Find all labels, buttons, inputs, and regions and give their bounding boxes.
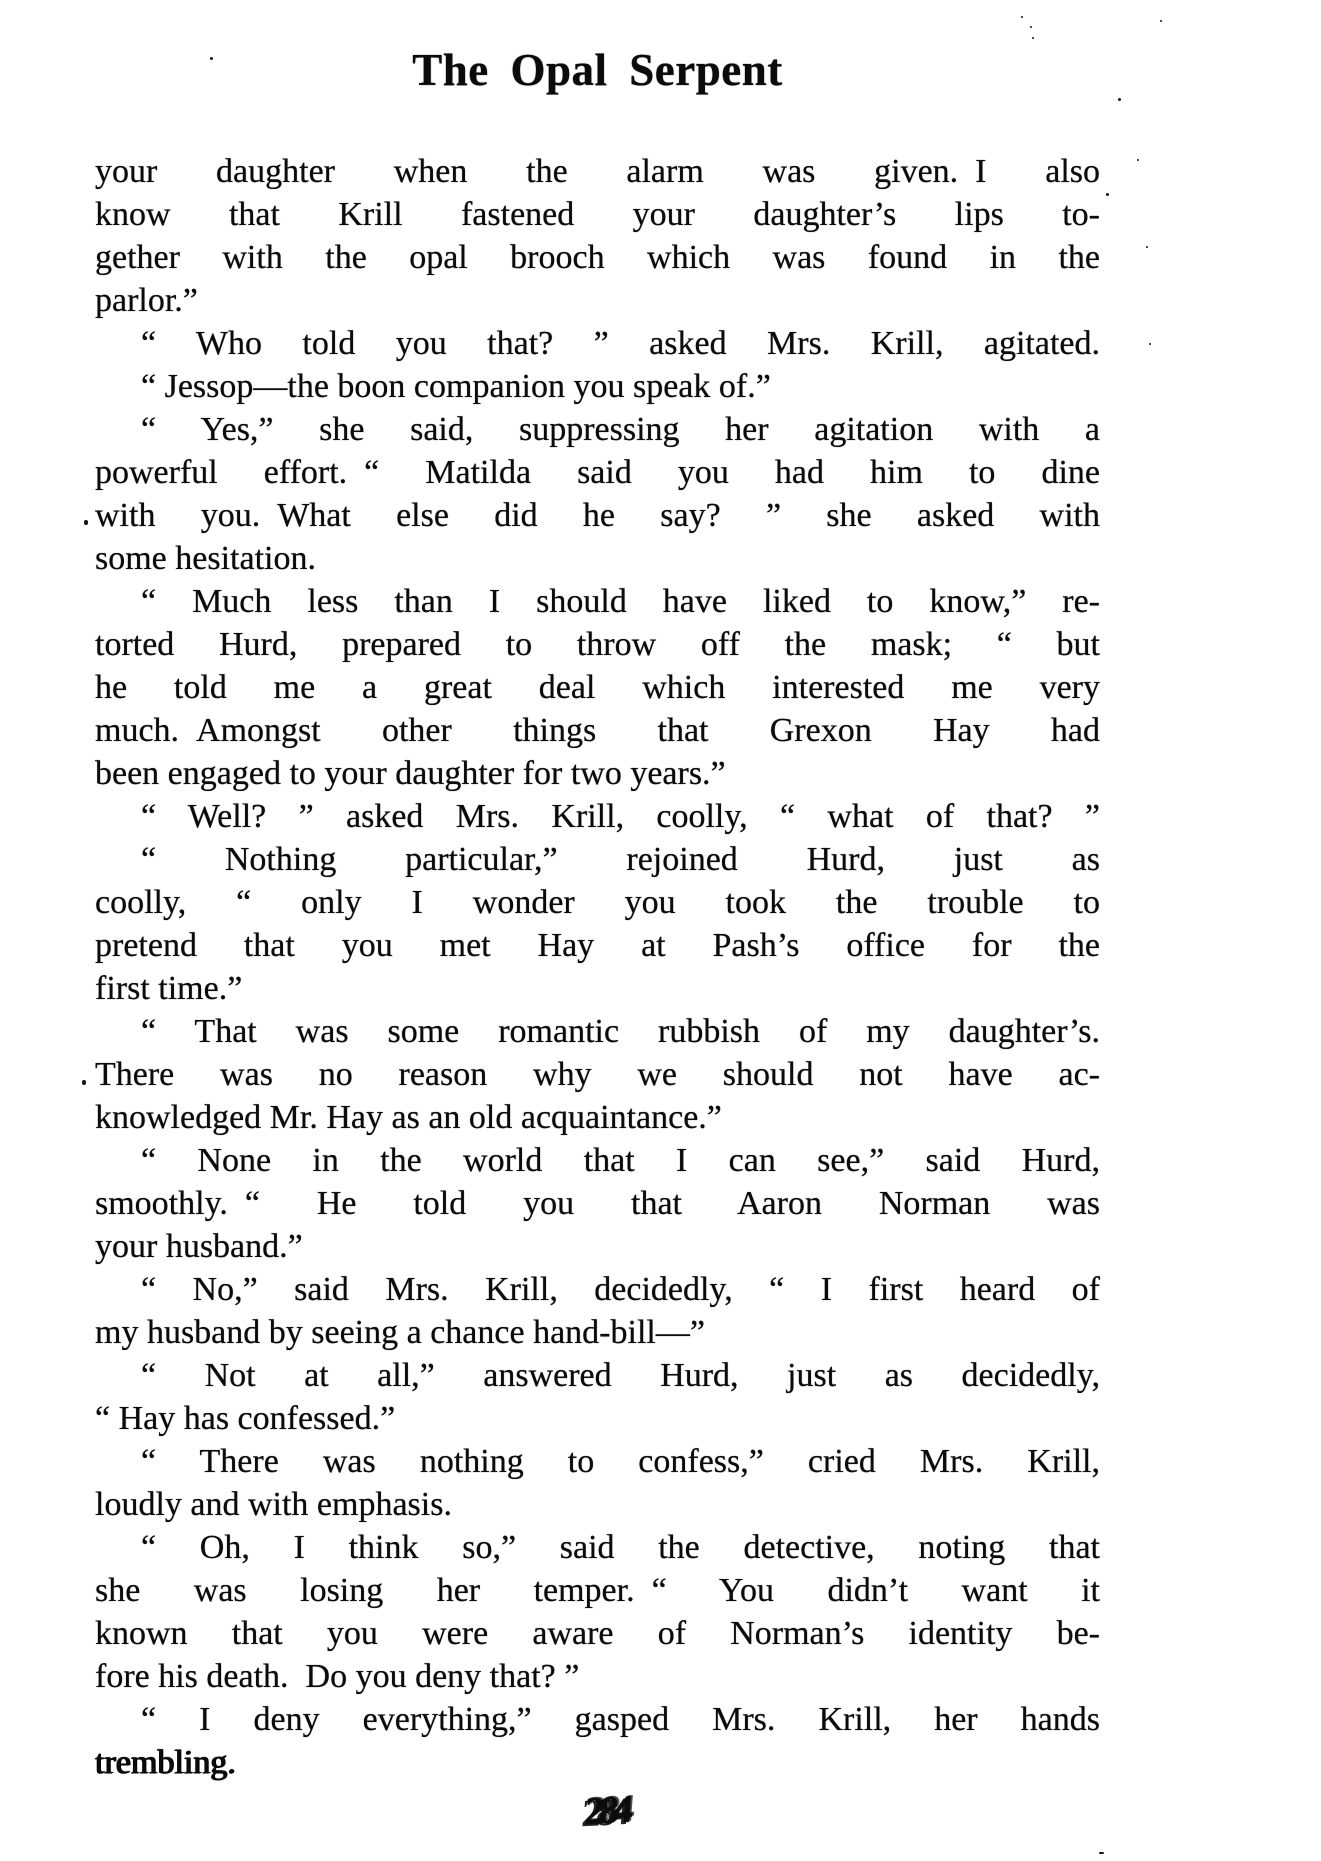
scan-speck (1021, 16, 1023, 18)
text-line: been engaged to your daughter for two years.” (95, 755, 726, 792)
page-title: The Opal Serpent (412, 45, 783, 95)
text-line: gether with the opal brooch which was found in the (95, 239, 1100, 276)
scan-speck (210, 57, 213, 60)
text-line: he told me a great deal which interested me very (95, 669, 1100, 706)
scan-speck (1106, 193, 1109, 196)
text-line: “ Yes,” she said, suppressing her agitation with a (141, 411, 1100, 448)
text-line: knowledged Mr. Hay as an old acquaintance.” (95, 1099, 722, 1136)
text-line: “ Not at all,” answered Hurd, just as decidedly, (141, 1357, 1100, 1394)
page-number: 284 (583, 1787, 630, 1834)
text-line: first time.” (95, 970, 243, 1007)
text-line: “ Much less than I should have liked to know,” re- (141, 583, 1100, 620)
scan-speck (84, 520, 88, 525)
scan-speck (1099, 1852, 1104, 1854)
text-line: known that you were aware of Norman’s identity be- (95, 1615, 1100, 1652)
text-line: “ Hay has confessed.” (95, 1400, 396, 1437)
text-line: torted Hurd, prepared to throw off the mask; “ but (95, 626, 1100, 663)
text-line: with you. What else did he say? ” she asked with (95, 497, 1100, 534)
scan-speck (1118, 98, 1121, 101)
text-line: some hesitation. (95, 540, 316, 577)
text-line: much. Amongst other things that Grexon Hay had (95, 712, 1100, 749)
text-line: “ No,” said Mrs. Krill, decidedly, “ I first heard of (141, 1271, 1100, 1308)
scan-speck (1160, 20, 1162, 22)
page-text (95, 150, 1100, 1784)
text-line: “ Nothing particular,” rejoined Hurd, just as (141, 841, 1100, 878)
text-line: powerful effort. “ Matilda said you had him to dine (95, 454, 1100, 491)
text-line: your daughter when the alarm was given. I also (95, 153, 1100, 190)
scan-speck (82, 1080, 86, 1085)
text-line: fore his death. Do you deny that? ” (95, 1658, 580, 1695)
scan-speck (1032, 37, 1034, 39)
scan-speck (1146, 246, 1148, 248)
text-line: “ Oh, I think so,” said the detective, noting that (141, 1529, 1100, 1566)
text-line: “ None in the world that I can see,” said Hurd, (141, 1142, 1100, 1179)
text-line: “ Jessop—the boon companion you speak of.” (141, 368, 771, 405)
text-line: your husband.” (95, 1228, 303, 1265)
text-line: “ There was nothing to confess,” cried Mrs. Krill, (141, 1443, 1100, 1480)
text-line: know that Krill fastened your daughter’s lips to- (95, 196, 1100, 233)
text-line: loudly and with emphasis. (95, 1486, 452, 1523)
text-line: parlor.” (95, 282, 198, 319)
text-line: “ Who told you that? ” asked Mrs. Krill, agitated. (141, 325, 1100, 362)
scan-speck (1030, 26, 1032, 28)
text-line: she was losing her temper. “ You didn’t want it (95, 1572, 1100, 1609)
text-line: my husband by seeing a chance hand-bill—” (95, 1314, 705, 1351)
scan-speck (1149, 343, 1151, 345)
text-line: pretend that you met Hay at Pash’s office for the (95, 927, 1100, 964)
text-line: coolly, “ only I wonder you took the trouble to (95, 884, 1100, 921)
text-line: “ I deny everything,” gasped Mrs. Krill, her hands (141, 1701, 1100, 1738)
text-line: There was no reason why we should not have ac- (95, 1056, 1100, 1093)
text-line: “ That was some romantic rubbish of my daughter’s. (141, 1013, 1100, 1050)
text-line: trembling. (95, 1744, 236, 1781)
scan-speck (1137, 159, 1139, 161)
text-line: smoothly. “ He told you that Aaron Norman was (95, 1185, 1100, 1222)
text-line: “ Well? ” asked Mrs. Krill, coolly, “ what of that? ” (141, 798, 1100, 835)
